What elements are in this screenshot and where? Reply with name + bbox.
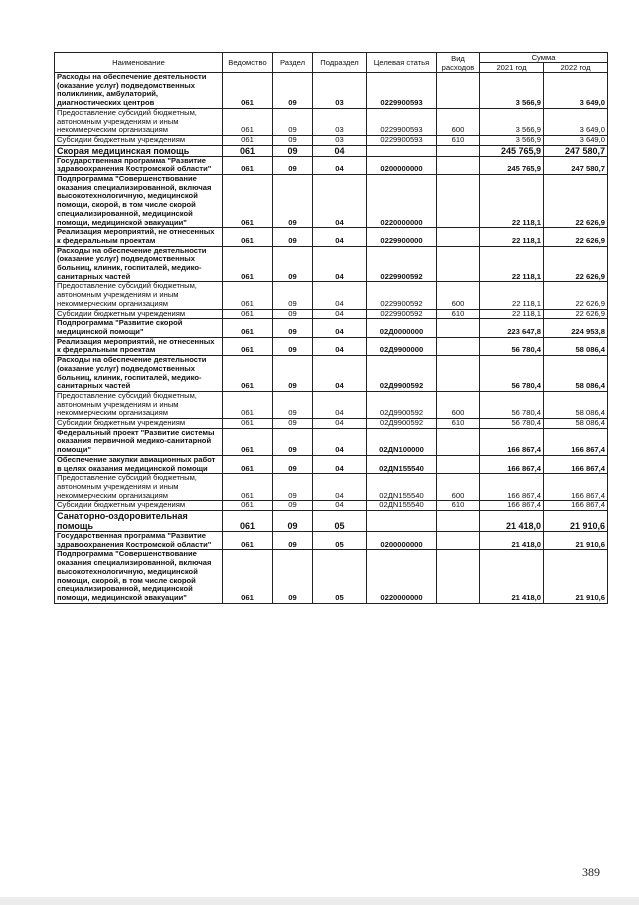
row-target: 0229900593 (367, 73, 437, 109)
row-subsection: 05 (313, 532, 367, 550)
row-dept: 061 (223, 246, 273, 282)
row-dept: 061 (223, 337, 273, 355)
row-section: 09 (273, 73, 313, 109)
row-kind: 600 (437, 474, 480, 501)
row-target: 0220000000 (367, 550, 437, 603)
row-value-2021: 56 780,4 (480, 419, 544, 429)
row-value-2021: 22 118,1 (480, 309, 544, 319)
row-value-2021: 3 566,9 (480, 73, 544, 109)
row-value-2022: 22 626,9 (544, 175, 608, 228)
row-target: 02ДN155540 (367, 474, 437, 501)
row-value-2021: 21 418,0 (480, 532, 544, 550)
row-dept: 061 (223, 419, 273, 429)
row-dept: 061 (223, 532, 273, 550)
row-value-2022: 22 626,9 (544, 228, 608, 246)
header-2022: 2022 год (544, 63, 608, 73)
row-kind (437, 337, 480, 355)
row-value-2021: 166 867,4 (480, 474, 544, 501)
row-name: Подпрограмма "Совершенствование оказания специализированной, включая высокотехнологичную, медицинской помощи, скорой, в том числе скорой специализированной, медицинской помощи, медицинской эвакуации" (55, 175, 223, 228)
row-kind (437, 145, 480, 156)
header-2021: 2021 год (480, 63, 544, 73)
row-target: 02Д9900592 (367, 391, 437, 418)
row-kind (437, 428, 480, 455)
row-name: Подпрограмма "Совершенствование оказания специализированной, включая высокотехнологичную, медицинской помощи, скорой, в том числе скорой специализированной, медицинской помощи, медицинской эвакуации" (55, 550, 223, 603)
row-target: 0200000000 (367, 532, 437, 550)
row-value-2022: 247 580,7 (544, 145, 608, 156)
row-name: Подпрограмма "Развитие скорой медицинской помощи" (55, 319, 223, 337)
row-target: 02Д9900592 (367, 356, 437, 392)
row-dept: 061 (223, 550, 273, 603)
row-subsection: 04 (313, 337, 367, 355)
row-target: 02ДN155540 (367, 455, 437, 473)
table-row (55, 282, 608, 309)
row-value-2021: 22 118,1 (480, 246, 544, 282)
row-section: 09 (273, 511, 313, 532)
row-value-2022: 166 867,4 (544, 455, 608, 473)
row-target: 02ДN155540 (367, 501, 437, 511)
table-row (55, 145, 608, 156)
row-value-2022: 58 086,4 (544, 356, 608, 392)
row-subsection: 05 (313, 511, 367, 532)
row-name: Реализация мероприятий, не отнесенных к федеральным проектам (55, 228, 223, 246)
row-value-2022: 3 649,0 (544, 73, 608, 109)
row-kind: 610 (437, 309, 480, 319)
row-target (367, 145, 437, 156)
row-value-2021: 22 118,1 (480, 175, 544, 228)
row-kind (437, 455, 480, 473)
row-name: Предоставление субсидий бюджетным, автономным учреждениям и иным некоммерческим организациям (55, 108, 223, 135)
row-name: Расходы на обеспечение деятельности (оказание услуг) подведомственных больниц, клиник, госпиталей, медико-санитарных частей (55, 246, 223, 282)
row-target: 02ДN100000 (367, 428, 437, 455)
row-kind: 610 (437, 501, 480, 511)
row-value-2022: 58 086,4 (544, 391, 608, 418)
row-subsection: 03 (313, 135, 367, 145)
row-section: 09 (273, 135, 313, 145)
header-sum: Сумма (480, 53, 608, 63)
table-row (55, 246, 608, 282)
row-value-2022: 21 910,6 (544, 511, 608, 532)
row-dept: 061 (223, 135, 273, 145)
row-dept: 061 (223, 228, 273, 246)
row-name: Субсидии бюджетным учреждениям (55, 501, 223, 511)
row-name: Субсидии бюджетным учреждениям (55, 419, 223, 429)
row-kind (437, 550, 480, 603)
header-target: Целевая статья (367, 53, 437, 73)
row-dept: 061 (223, 73, 273, 109)
row-value-2021: 56 780,4 (480, 391, 544, 418)
table-row (55, 228, 608, 246)
row-name: Предоставление субсидий бюджетным, автономным учреждениям и иным некоммерческим организациям (55, 474, 223, 501)
row-name: Предоставление субсидий бюджетным, автономным учреждениям и иным некоммерческим организациям (55, 282, 223, 309)
row-target: 0229900593 (367, 135, 437, 145)
row-value-2022: 58 086,4 (544, 337, 608, 355)
row-target: 02Д9900592 (367, 419, 437, 429)
row-subsection: 04 (313, 282, 367, 309)
row-kind (437, 73, 480, 109)
row-value-2022: 3 649,0 (544, 135, 608, 145)
row-dept: 061 (223, 455, 273, 473)
row-section: 09 (273, 455, 313, 473)
row-target: 02Д9900000 (367, 337, 437, 355)
table-row (55, 175, 608, 228)
budget-table-page (54, 52, 607, 604)
row-target: 0229900592 (367, 282, 437, 309)
page-number: 389 (582, 865, 600, 879)
row-target: 0229900593 (367, 108, 437, 135)
table-row (55, 511, 608, 532)
row-value-2021: 223 647,8 (480, 319, 544, 337)
row-subsection: 04 (313, 356, 367, 392)
budget-table (54, 52, 608, 604)
row-target: 02Д0000000 (367, 319, 437, 337)
table-row (55, 319, 608, 337)
row-value-2021: 22 118,1 (480, 228, 544, 246)
row-kind (437, 246, 480, 282)
row-section: 09 (273, 550, 313, 603)
row-name: Предоставление субсидий бюджетным, автономным учреждениям и иным некоммерческим организациям (55, 391, 223, 418)
row-name: Государственная программа "Развитие здравоохранения Костромской области" (55, 532, 223, 550)
row-target: 0229900592 (367, 246, 437, 282)
row-value-2021: 166 867,4 (480, 501, 544, 511)
row-value-2022: 22 626,9 (544, 246, 608, 282)
row-section: 09 (273, 391, 313, 418)
row-value-2022: 166 867,4 (544, 474, 608, 501)
row-subsection: 04 (313, 228, 367, 246)
row-kind (437, 532, 480, 550)
row-name: Субсидии бюджетным учреждениям (55, 309, 223, 319)
table-row (55, 108, 608, 135)
table-row (55, 391, 608, 418)
header-name: Наименование (55, 53, 223, 73)
table-body (55, 73, 608, 604)
row-dept: 061 (223, 145, 273, 156)
row-section: 09 (273, 282, 313, 309)
row-name: Обеспечение закупки авиационных работ в целях оказания медицинской помощи (55, 455, 223, 473)
row-value-2021: 21 418,0 (480, 550, 544, 603)
row-target (367, 511, 437, 532)
row-target: 0220000000 (367, 175, 437, 228)
row-name: Государственная программа "Развитие здравоохранения Костромской области" (55, 156, 223, 174)
row-value-2022: 22 626,9 (544, 282, 608, 309)
scan-edge (0, 897, 639, 905)
row-dept: 061 (223, 175, 273, 228)
row-kind (437, 319, 480, 337)
row-kind (437, 356, 480, 392)
table-row (55, 135, 608, 145)
row-section: 09 (273, 156, 313, 174)
row-subsection: 04 (313, 246, 367, 282)
row-subsection: 04 (313, 175, 367, 228)
row-section: 09 (273, 337, 313, 355)
row-value-2022: 224 953,8 (544, 319, 608, 337)
row-value-2021: 166 867,4 (480, 428, 544, 455)
row-name: Расходы на обеспечение деятельности (оказание услуг) подведомственных поликлиник, амбулаторий, диагностических центров (55, 73, 223, 109)
row-value-2021: 3 566,9 (480, 108, 544, 135)
table-row (55, 419, 608, 429)
row-subsection: 04 (313, 391, 367, 418)
row-section: 09 (273, 356, 313, 392)
row-subsection: 04 (313, 501, 367, 511)
row-value-2022: 21 910,6 (544, 550, 608, 603)
row-section: 09 (273, 501, 313, 511)
table-row (55, 156, 608, 174)
row-subsection: 05 (313, 550, 367, 603)
row-target: 0200000000 (367, 156, 437, 174)
row-dept: 061 (223, 108, 273, 135)
header-subsection: Подраздел (313, 53, 367, 73)
header-dept: Ведомство (223, 53, 273, 73)
row-value-2022: 58 086,4 (544, 419, 608, 429)
table-row (55, 337, 608, 355)
row-dept: 061 (223, 428, 273, 455)
row-value-2021: 56 780,4 (480, 356, 544, 392)
row-value-2021: 3 566,9 (480, 135, 544, 145)
row-dept: 061 (223, 156, 273, 174)
row-kind: 600 (437, 108, 480, 135)
row-dept: 061 (223, 501, 273, 511)
row-section: 09 (273, 474, 313, 501)
row-dept: 061 (223, 319, 273, 337)
row-name: Санаторно-оздоровительная помощь (55, 511, 223, 532)
row-dept: 061 (223, 474, 273, 501)
table-row (55, 73, 608, 109)
row-value-2021: 245 765,9 (480, 145, 544, 156)
table-row (55, 501, 608, 511)
row-value-2022: 247 580,7 (544, 156, 608, 174)
row-value-2021: 56 780,4 (480, 337, 544, 355)
row-section: 09 (273, 108, 313, 135)
row-value-2022: 3 649,0 (544, 108, 608, 135)
row-subsection: 04 (313, 156, 367, 174)
table-row (55, 455, 608, 473)
table-row (55, 532, 608, 550)
row-subsection: 04 (313, 455, 367, 473)
row-dept: 061 (223, 391, 273, 418)
row-kind: 610 (437, 135, 480, 145)
row-value-2022: 22 626,9 (544, 309, 608, 319)
row-subsection: 03 (313, 73, 367, 109)
row-kind (437, 175, 480, 228)
row-value-2021: 245 765,9 (480, 156, 544, 174)
row-section: 09 (273, 428, 313, 455)
header-section: Раздел (273, 53, 313, 73)
table-row (55, 474, 608, 501)
row-section: 09 (273, 246, 313, 282)
row-value-2022: 166 867,4 (544, 428, 608, 455)
row-section: 09 (273, 309, 313, 319)
row-kind: 610 (437, 419, 480, 429)
row-name: Расходы на обеспечение деятельности (оказание услуг) подведомственных больниц, клиник, госпиталей, медико-санитарных частей (55, 356, 223, 392)
row-target: 0229900592 (367, 309, 437, 319)
row-value-2022: 21 910,6 (544, 532, 608, 550)
header-kind: Вид расходов (437, 53, 480, 73)
row-name: Реализация мероприятий, не отнесенных к федеральным проектам (55, 337, 223, 355)
row-target: 0229900000 (367, 228, 437, 246)
row-value-2021: 166 867,4 (480, 455, 544, 473)
table-row (55, 550, 608, 603)
row-subsection: 04 (313, 145, 367, 156)
row-dept: 061 (223, 356, 273, 392)
row-kind: 600 (437, 391, 480, 418)
row-value-2021: 21 418,0 (480, 511, 544, 532)
row-section: 09 (273, 145, 313, 156)
row-dept: 061 (223, 309, 273, 319)
row-value-2022: 166 867,4 (544, 501, 608, 511)
row-kind (437, 511, 480, 532)
row-subsection: 03 (313, 108, 367, 135)
row-subsection: 04 (313, 319, 367, 337)
row-subsection: 04 (313, 474, 367, 501)
row-value-2021: 22 118,1 (480, 282, 544, 309)
row-section: 09 (273, 175, 313, 228)
row-name: Субсидии бюджетным учреждениям (55, 135, 223, 145)
row-name: Федеральный проект "Развитие системы оказания первичной медико-санитарной помощи" (55, 428, 223, 455)
row-section: 09 (273, 419, 313, 429)
table-row (55, 356, 608, 392)
row-subsection: 04 (313, 309, 367, 319)
row-kind (437, 156, 480, 174)
row-subsection: 04 (313, 428, 367, 455)
row-section: 09 (273, 319, 313, 337)
row-section: 09 (273, 532, 313, 550)
row-subsection: 04 (313, 419, 367, 429)
table-row (55, 428, 608, 455)
row-kind: 600 (437, 282, 480, 309)
row-kind (437, 228, 480, 246)
row-section: 09 (273, 228, 313, 246)
row-dept: 061 (223, 511, 273, 532)
row-dept: 061 (223, 282, 273, 309)
row-name: Скорая медицинская помощь (55, 145, 223, 156)
